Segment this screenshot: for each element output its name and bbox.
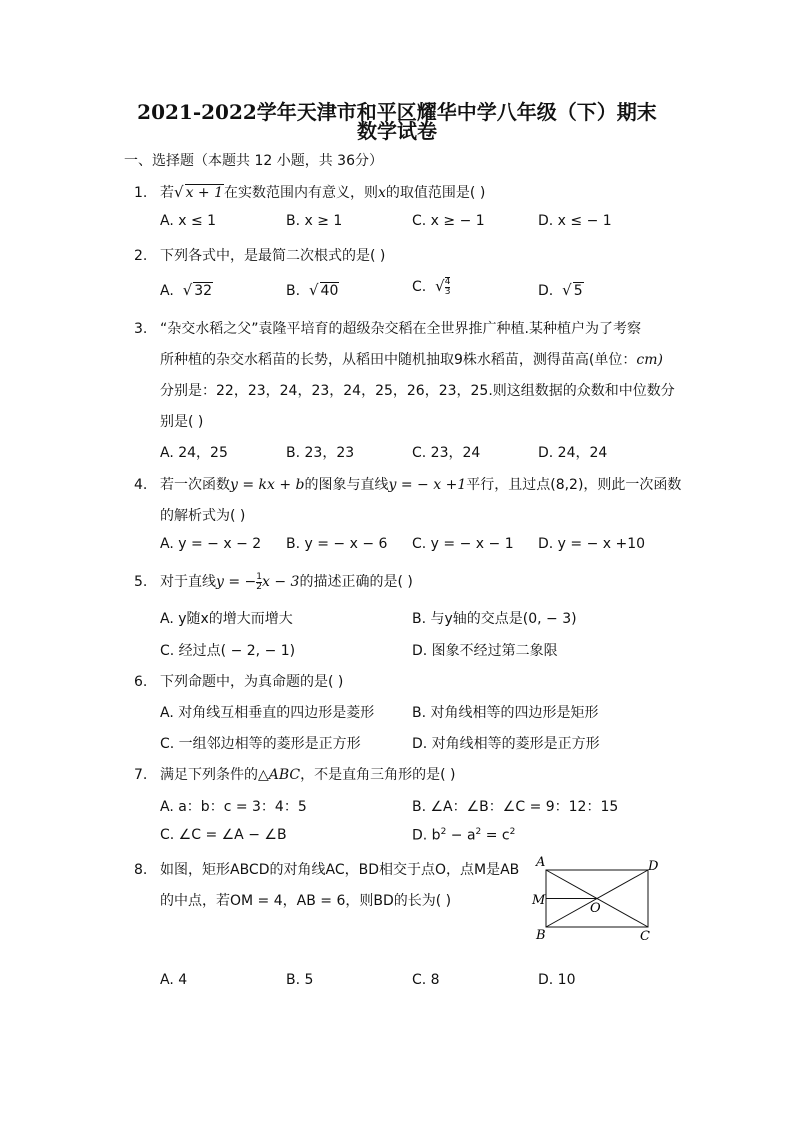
q4-option-c: C. y = − x − 1: [412, 536, 514, 552]
exam-title-line1: 2021-2022学年天津市和平区耀华中学八年级（下）期末: [137, 100, 657, 124]
radical-sign: √: [174, 183, 184, 201]
q2-option-d: D. √ 5: [538, 281, 583, 299]
q3-line-2: 所种植的杂交水稻苗的长势，从稻田中随机抽取9株水稻苗，测得苗高(单位：cm): [160, 352, 663, 368]
q2-option-b: B. √ 40: [286, 281, 339, 299]
q1-option-b: B. x ≥ 1: [286, 213, 343, 229]
q2-option-c: C. √ $\frac{4}{3}$: [412, 277, 451, 297]
label-c: C: [640, 929, 650, 944]
q5-option-a: A. y随x的增大而增大: [160, 611, 293, 627]
q3-option-b: B. 23，23: [286, 445, 355, 461]
q8-option-d: D. 10: [538, 972, 576, 988]
label-a: A: [536, 855, 546, 870]
q4-option-a: A. y = − x − 2: [160, 536, 262, 552]
question-1: 1. 若√ x + 1在实数范围内有意义，则x的取值范围是( ): [134, 183, 486, 201]
q8-option-b: B. 5: [286, 972, 314, 988]
q3-option-c: C. 23，24: [412, 445, 481, 461]
exam-title-line2: 数学试卷: [357, 119, 437, 143]
question-7: 7. 满足下列条件的△ABC，不是直角三角形的是( ): [134, 767, 456, 783]
question-5: 5. 对于直线y = − $\frac{1}{2}$ x − 3的描述正确的是( ): [134, 571, 413, 592]
q3-line-4: 别是( ): [160, 414, 204, 430]
radicand: x + 1: [185, 185, 223, 201]
q3-line-3: 分别是：22，23，24，23，24，25，26，23，25.则这组数据的众数和中位数分: [160, 383, 675, 399]
rectangle-diagram: [530, 852, 670, 946]
section-heading: 一、选择题（本题共 12 小题，共 36分）: [124, 153, 383, 169]
q3-option-d: D. 24，24: [538, 445, 608, 461]
q7-option-d: D. $b^2 - a^2 = c^2$: [412, 827, 516, 844]
q5-option-d: D. 图象不经过第二象限: [412, 643, 558, 659]
question-2: 2. 下列各式中，是最简二次根式的是( ): [134, 248, 386, 264]
q5-option-b: B. 与y轴的交点是(0, − 3): [412, 611, 577, 627]
q4-option-b: B. y = − x − 6: [286, 536, 388, 552]
q6-option-b: B. 对角线相等的四边形是矩形: [412, 705, 599, 721]
question-4: 4. 若一次函数y = kx + b的图象与直线y = − x +1平行，且过点(8,2)，则此一次函数: [134, 477, 682, 493]
q7-option-a: A. a：b：c = 3：4：5: [160, 799, 307, 815]
q3-option-a: A. 24，25: [160, 445, 228, 461]
q6-option-d: D. 对角线相等的菱形是正方形: [412, 736, 600, 752]
q5-option-c: C. 经过点( − 2, − 1): [160, 643, 296, 659]
q6-option-c: C. 一组邻边相等的菱形是正方形: [160, 736, 361, 752]
question-8: 8. 如图，矩形ABCD的对角线AC，BD相交于点O，点M是AB: [134, 862, 520, 878]
q8-option-a: A. 4: [160, 972, 188, 988]
q8-line-2: 的中点，若OM = 4，AB = 6，则BD的长为( ): [160, 893, 452, 909]
question-number: 1.: [134, 185, 148, 201]
label-m: M: [532, 893, 546, 908]
q6-option-a: A. 对角线互相垂直的四边形是菱形: [160, 705, 375, 721]
q1-option-a: A. x ≤ 1: [160, 213, 217, 229]
q2-option-a: A. √ 32: [160, 281, 213, 299]
label-b: B: [536, 928, 546, 943]
label-d: D: [648, 859, 659, 874]
question-3: 3. “杂交水稻之父”袁隆平培育的超级杂交稻在全世界推广种植.某种植户为了考察: [134, 321, 641, 337]
question-6: 6. 下列命题中，为真命题的是( ): [134, 674, 344, 690]
q1-option-c: C. x ≥ − 1: [412, 213, 485, 229]
q1-option-d: D. x ≤ − 1: [538, 213, 612, 229]
label-o: O: [590, 901, 601, 916]
q4-line-2: 的解析式为( ): [160, 508, 246, 524]
q8-option-c: C. 8: [412, 972, 440, 988]
q7-option-c: C. ∠C = ∠A − ∠B: [160, 827, 287, 843]
q7-option-b: B. ∠A：∠B：∠C = 9：12：15: [412, 799, 619, 815]
q4-option-d: D. y = − x +10: [538, 536, 646, 552]
